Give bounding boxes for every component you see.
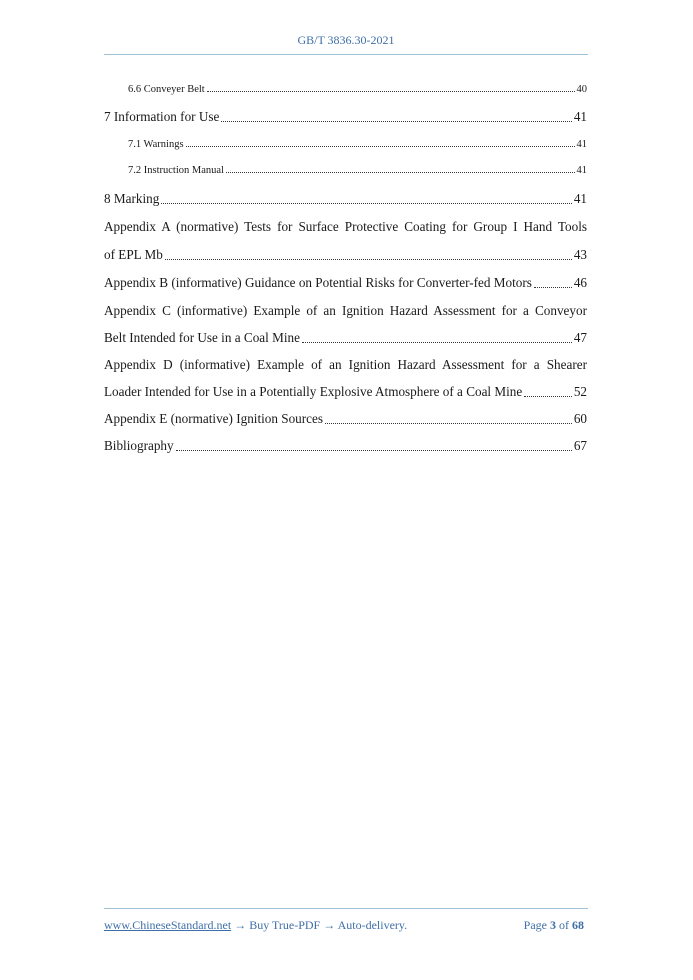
website-link[interactable]: www.ChineseStandard.net — [104, 918, 232, 932]
toc-entry-page: 41 — [576, 139, 587, 150]
footer-links — [104, 918, 407, 933]
dot-leader — [221, 121, 571, 122]
toc-entry[interactable] — [104, 191, 587, 207]
arrow-icon: → — [234, 918, 247, 932]
header-rule — [104, 54, 588, 55]
toc-entry[interactable] — [128, 84, 587, 95]
toc-entry-label: Loader Intended for Use in a Potentially Explosive Atmosphere of a Coal Mine — [104, 384, 523, 399]
dot-leader — [534, 287, 572, 288]
dot-leader — [524, 396, 572, 397]
toc-entry[interactable] — [128, 165, 587, 176]
page-word: Page — [523, 918, 547, 932]
page-header: GB/T 3836.30-2021 — [297, 33, 395, 47]
toc-entry-page: 46 — [573, 275, 587, 290]
of-word: of — [559, 918, 569, 932]
page-number: 3 — [550, 918, 556, 932]
toc-entry-label: 6.6 Conveyer Belt — [128, 84, 205, 95]
toc-entry-label: Appendix B (informative) Guidance on Potential Risks for Converter-fed Motors — [104, 275, 532, 290]
toc-entry-label: Belt Intended for Use in a Coal Mine — [104, 330, 300, 345]
dot-leader — [302, 342, 572, 343]
toc-entry-page: 41 — [576, 165, 587, 176]
toc-entry[interactable] — [104, 411, 587, 427]
toc-entry[interactable] — [104, 247, 587, 263]
toc-entry-first-line[interactable]: Appendix D (informative) Example of an Ignition Hazard Assessment for a Shearer — [104, 357, 587, 372]
dot-leader — [325, 423, 572, 424]
toc-entry[interactable] — [104, 330, 587, 346]
toc-entry[interactable] — [104, 275, 587, 291]
toc-entry-label: Bibliography — [104, 438, 174, 453]
toc-entry[interactable] — [104, 384, 587, 400]
toc-entry[interactable] — [128, 139, 587, 150]
total-pages: 68 — [572, 918, 584, 932]
dot-leader — [165, 259, 572, 260]
toc-entry-label: of EPL Mb — [104, 247, 163, 262]
auto-delivery-text: Auto-delivery. — [337, 918, 408, 932]
footer-rule — [104, 908, 588, 909]
toc-entry-page: 40 — [576, 84, 587, 95]
toc-entry-label: 7 Information for Use — [104, 109, 220, 124]
toc-entry-page: 41 — [573, 191, 587, 206]
dot-leader — [186, 146, 575, 147]
toc-entry-page: 67 — [573, 438, 587, 453]
toc-entry-label: 8 Marking — [104, 191, 160, 206]
toc-entry-page: 43 — [573, 247, 587, 262]
toc-entry-page: 52 — [573, 384, 587, 399]
toc-entry-label: 7.2 Instruction Manual — [128, 165, 224, 176]
toc-entry[interactable] — [104, 109, 587, 125]
arrow-icon: → — [323, 918, 336, 932]
dot-leader — [207, 91, 575, 92]
toc-entry-first-line[interactable]: Appendix A (normative) Tests for Surface Protective Coating for Group I Hand Tools — [104, 219, 587, 234]
page-footer — [104, 918, 588, 933]
toc-entry-page: 47 — [573, 330, 587, 345]
buy-pdf-text: Buy True-PDF — [249, 918, 321, 932]
dot-leader — [226, 172, 575, 173]
toc-entry-first-line[interactable]: Appendix C (informative) Example of an Ignition Hazard Assessment for a Conveyor — [104, 303, 587, 318]
toc-entry-page: 41 — [573, 109, 587, 124]
toc-entry-label: 7.1 Warnings — [128, 139, 184, 150]
dot-leader — [161, 203, 572, 204]
toc-entry-page: 60 — [573, 411, 587, 426]
toc-entry-label: Appendix E (normative) Ignition Sources — [104, 411, 324, 426]
dot-leader — [176, 450, 572, 451]
page-counter — [524, 918, 588, 933]
toc-entry[interactable] — [104, 438, 587, 454]
